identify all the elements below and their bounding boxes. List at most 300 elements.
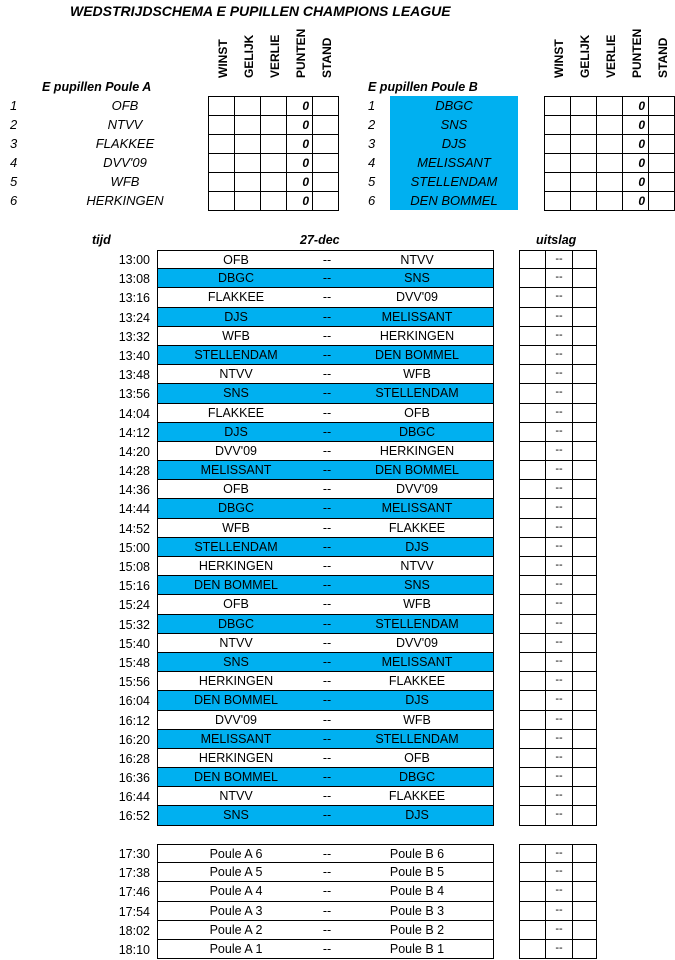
result-divider (572, 653, 573, 671)
standings-cell (545, 116, 571, 135)
team-number: 3 (10, 136, 18, 151)
column-header (546, 40, 572, 92)
home-team: MELISSANT (200, 463, 272, 478)
team-number: 5 (10, 174, 18, 189)
team-row (10, 115, 205, 134)
result-separator: -- (555, 309, 563, 322)
match-row (157, 749, 494, 768)
match-time: 15:40 (118, 636, 150, 651)
result-separator: -- (555, 808, 563, 821)
standings-cell (649, 135, 675, 154)
result-row (519, 557, 597, 576)
points-cell: 0 (287, 192, 313, 211)
match-time: 14:04 (118, 406, 150, 421)
result-divider (572, 288, 573, 306)
points-cell: 0 (287, 173, 313, 192)
standings-row (545, 135, 675, 154)
versus-separator: -- (322, 559, 332, 573)
away-team: Poule B 5 (389, 865, 445, 880)
column-header (598, 34, 624, 92)
result-separator: -- (555, 347, 563, 360)
standings-cell (209, 173, 235, 192)
match-row (157, 921, 494, 940)
page-title: WEDSTRIJDSCHEMA E PUPILLEN CHAMPIONS LEAGUE (70, 3, 451, 19)
standings-row (545, 192, 675, 211)
standings-row (209, 135, 339, 154)
match-time: 13:32 (118, 329, 150, 344)
standings-cell (571, 154, 597, 173)
home-team: OFB (223, 482, 249, 497)
versus-separator: -- (322, 597, 332, 612)
standings-row (545, 116, 675, 135)
home-team: HERKINGEN (198, 750, 274, 765)
match-row (157, 480, 494, 499)
result-separator: -- (555, 903, 563, 916)
home-team: FLAKKEE (207, 290, 265, 305)
poule-b-title: E pupillen Poule B (368, 80, 478, 94)
versus-separator: -- (322, 482, 332, 497)
result-row (519, 576, 597, 595)
team-name: DJS (390, 134, 518, 153)
result-row (519, 882, 597, 901)
points-cell: 0 (287, 97, 313, 116)
match-time: 14:12 (118, 425, 150, 440)
match-row (157, 844, 494, 863)
match-row (157, 308, 494, 327)
away-team: MELISSANT (381, 501, 453, 516)
result-row (519, 615, 597, 634)
result-divider (572, 672, 573, 690)
versus-separator: -- (322, 328, 332, 343)
team-name: NTVV (107, 117, 143, 132)
result-divider (572, 499, 573, 517)
versus-separator: -- (322, 922, 332, 937)
match-row (157, 423, 494, 442)
match-time: 17:54 (118, 904, 150, 919)
result-divider (572, 327, 573, 345)
result-divider (572, 940, 573, 958)
result-separator: -- (555, 520, 563, 533)
result-divider (572, 519, 573, 537)
away-team: DVV'09 (396, 290, 438, 305)
standings-cell (545, 135, 571, 154)
match-time: 14:36 (118, 483, 150, 498)
team-number: 1 (368, 98, 376, 113)
match-time: 15:32 (118, 617, 150, 632)
versus-separator: -- (322, 616, 332, 631)
match-time: 14:44 (118, 502, 150, 517)
column-header (236, 34, 262, 92)
away-team: DVV'09 (396, 482, 438, 497)
result-row (519, 844, 597, 863)
away-team: DJS (405, 693, 429, 708)
versus-separator: -- (322, 789, 332, 804)
result-separator: -- (555, 559, 563, 571)
result-separator: -- (555, 847, 563, 859)
away-team: WFB (403, 597, 431, 612)
match-time: 13:00 (118, 253, 150, 267)
result-row (519, 595, 597, 614)
result-row (519, 499, 597, 518)
match-row (157, 863, 494, 882)
away-team: DJS (405, 539, 429, 554)
column-header-label: WINST (552, 39, 566, 78)
away-team: Poule B 4 (389, 884, 445, 899)
match-row (157, 595, 494, 614)
team-number: 3 (368, 136, 376, 151)
points-cell: 0 (623, 97, 649, 116)
home-team: SNS (223, 808, 249, 823)
result-row (519, 672, 597, 691)
time-header: tijd (92, 233, 111, 247)
result-separator: -- (555, 328, 563, 341)
result-divider (572, 882, 573, 900)
date-header: 27-dec (300, 233, 340, 247)
result-separator: -- (555, 271, 563, 284)
match-row (157, 442, 494, 461)
standings-cell (571, 116, 597, 135)
match-time: 14:20 (118, 444, 150, 459)
result-separator: -- (555, 635, 563, 648)
match-time: 15:48 (118, 655, 150, 670)
result-separator: -- (555, 770, 563, 783)
result-divider (572, 404, 573, 422)
standings-cell (261, 192, 287, 211)
away-team: SNS (404, 271, 430, 286)
home-team: DEN BOMMEL (193, 693, 279, 708)
team-row (368, 134, 518, 153)
column-header-label: STAND (656, 37, 670, 78)
match-row (157, 672, 494, 691)
home-team: Poule A 6 (209, 847, 263, 861)
result-separator: -- (555, 789, 563, 802)
result-row (519, 269, 597, 288)
away-team: Poule B 1 (389, 941, 445, 956)
team-row (368, 172, 518, 191)
match-time: 16:04 (118, 694, 150, 709)
poule-a-title: E pupillen Poule A (42, 80, 152, 94)
final-times (70, 845, 150, 960)
away-team: Poule B 6 (389, 847, 445, 861)
result-separator: -- (555, 616, 563, 629)
away-team: STELLENDAM (375, 386, 459, 401)
result-divider (572, 346, 573, 364)
result-divider (572, 384, 573, 402)
match-time: 15:56 (118, 675, 150, 690)
column-header-label: VERLIE (604, 34, 618, 78)
away-team: DEN BOMMEL (374, 463, 460, 478)
standings-cell (597, 97, 623, 116)
versus-separator: -- (322, 750, 332, 765)
match-row (157, 768, 494, 787)
standings-cell (313, 173, 339, 192)
team-row (10, 172, 205, 191)
standings-cell (261, 173, 287, 192)
versus-separator: -- (322, 712, 332, 727)
match-row (157, 576, 494, 595)
versus-separator: -- (322, 635, 332, 650)
standings-cell (597, 135, 623, 154)
home-team: WFB (222, 328, 250, 343)
team-row (368, 96, 518, 115)
home-team: NTVV (219, 635, 253, 650)
standings-row (545, 173, 675, 192)
match-time: 16:12 (118, 713, 150, 728)
match-results (519, 250, 597, 826)
match-row (157, 730, 494, 749)
match-time: 15:24 (118, 598, 150, 613)
versus-separator: -- (322, 654, 332, 669)
match-time: 16:20 (118, 732, 150, 747)
result-separator: -- (555, 674, 563, 687)
standings-cell (597, 173, 623, 192)
result-separator: -- (555, 654, 563, 667)
match-row (157, 711, 494, 730)
result-row (519, 480, 597, 499)
match-time: 17:46 (118, 885, 150, 900)
standings-row (545, 97, 675, 116)
versus-separator: -- (322, 539, 332, 554)
result-row (519, 461, 597, 480)
team-name: FLAKKEE (95, 136, 155, 151)
column-header (572, 34, 598, 92)
away-team: DVV'09 (396, 635, 438, 650)
team-row (10, 191, 205, 210)
team-name: HERKINGEN (86, 193, 164, 208)
home-team: WFB (222, 520, 250, 535)
standings-row (209, 116, 339, 135)
result-row (519, 634, 597, 653)
column-header (624, 28, 650, 92)
standings-cell (209, 192, 235, 211)
standings-cell (209, 135, 235, 154)
versus-separator: -- (322, 367, 332, 382)
standings-row (545, 154, 675, 173)
versus-separator: -- (322, 674, 332, 689)
column-header-label: WINST (216, 39, 230, 78)
result-separator: -- (555, 424, 563, 437)
match-time: 18:02 (118, 923, 150, 938)
standings-cell (261, 97, 287, 116)
standings-cell (571, 192, 597, 211)
standings-cell (545, 173, 571, 192)
result-separator: -- (555, 482, 563, 495)
standings-cell (649, 116, 675, 135)
match-row (157, 615, 494, 634)
away-team: FLAKKEE (388, 520, 446, 535)
result-divider (572, 711, 573, 729)
result-row (519, 749, 597, 768)
team-row (10, 96, 205, 115)
standings-cell (597, 154, 623, 173)
match-row (157, 882, 494, 901)
standings-cell (313, 192, 339, 211)
away-team: NTVV (400, 559, 434, 573)
versus-separator: -- (322, 463, 332, 478)
match-time: 18:10 (118, 942, 150, 957)
match-time: 15:00 (118, 540, 150, 555)
away-team: SNS (404, 578, 430, 593)
match-row (157, 940, 494, 959)
result-row (519, 940, 597, 959)
home-team: OFB (223, 253, 249, 267)
match-schedule (157, 250, 494, 826)
standings-cell (649, 192, 675, 211)
standings-cell (313, 116, 339, 135)
column-header (288, 28, 314, 92)
team-number: 5 (368, 174, 376, 189)
match-row (157, 499, 494, 518)
points-cell: 0 (623, 116, 649, 135)
match-row (157, 557, 494, 576)
home-team: DJS (224, 309, 248, 324)
versus-separator: -- (322, 903, 332, 918)
result-row (519, 384, 597, 403)
match-time: 16:36 (118, 771, 150, 786)
result-row (519, 423, 597, 442)
team-name: DBGC (390, 96, 518, 115)
result-divider (572, 768, 573, 786)
team-number: 4 (10, 155, 18, 170)
team-number: 2 (368, 117, 376, 132)
result-row (519, 327, 597, 346)
standings-cell (649, 97, 675, 116)
standings-cell (571, 97, 597, 116)
result-divider (572, 634, 573, 652)
standings-row (209, 173, 339, 192)
poule-b-team-list (368, 96, 518, 210)
final-results (519, 844, 597, 959)
result-separator: -- (555, 922, 563, 935)
standings-cell (571, 135, 597, 154)
result-row (519, 863, 597, 882)
home-team: DBGC (217, 271, 255, 286)
result-row (519, 442, 597, 461)
result-row (519, 288, 597, 307)
team-row (368, 153, 518, 172)
match-time: 13:16 (118, 291, 150, 306)
home-team: OFB (223, 597, 249, 612)
match-row (157, 538, 494, 557)
result-separator: -- (555, 750, 563, 763)
home-team: HERKINGEN (198, 674, 274, 689)
result-divider (572, 365, 573, 383)
column-header-label: STAND (320, 37, 334, 78)
points-cell: 0 (623, 192, 649, 211)
away-team: DBGC (398, 770, 436, 785)
standings-cell (649, 154, 675, 173)
home-team: Poule A 2 (209, 922, 263, 937)
versus-separator: -- (322, 770, 332, 785)
result-separator: -- (555, 253, 563, 265)
home-team: FLAKKEE (207, 405, 265, 420)
away-team: FLAKKEE (388, 789, 446, 804)
match-row (157, 250, 494, 269)
result-divider (572, 863, 573, 881)
team-name: WFB (110, 174, 140, 189)
team-name: STELLENDAM (390, 172, 518, 191)
result-row (519, 346, 597, 365)
standings-cell (597, 116, 623, 135)
points-cell: 0 (623, 173, 649, 192)
versus-separator: -- (322, 520, 332, 535)
result-divider (572, 921, 573, 939)
standings-cell (235, 154, 261, 173)
column-header (210, 40, 236, 92)
column-header (314, 37, 340, 92)
standings-cell (261, 135, 287, 154)
versus-separator: -- (322, 290, 332, 305)
result-separator: -- (555, 712, 563, 725)
away-team: WFB (403, 712, 431, 727)
match-row (157, 365, 494, 384)
result-row (519, 768, 597, 787)
away-team: DBGC (398, 424, 436, 439)
versus-separator: -- (322, 941, 332, 956)
result-divider (572, 480, 573, 498)
home-team: DVV'09 (215, 443, 257, 458)
result-row (519, 691, 597, 710)
result-divider (572, 787, 573, 805)
home-team: Poule A 5 (209, 865, 263, 880)
column-header-label: PUNTEN (294, 28, 308, 78)
result-divider (572, 442, 573, 460)
result-separator: -- (555, 865, 563, 878)
match-times (70, 251, 150, 827)
versus-separator: -- (322, 501, 332, 516)
standings-cell (235, 173, 261, 192)
result-row (519, 308, 597, 327)
standings-cell (261, 116, 287, 135)
match-time: 13:08 (118, 272, 150, 287)
match-time: 16:52 (118, 809, 150, 824)
away-team: STELLENDAM (375, 731, 459, 746)
versus-separator: -- (322, 578, 332, 593)
versus-separator: -- (322, 347, 332, 362)
match-time: 13:40 (118, 348, 150, 363)
standings-cell (209, 154, 235, 173)
result-separator: -- (555, 539, 563, 552)
poule-a-standings-grid (208, 96, 339, 211)
result-divider (572, 557, 573, 575)
away-team: MELISSANT (381, 654, 453, 669)
standings-cell (235, 116, 261, 135)
result-divider (572, 423, 573, 441)
result-divider (572, 806, 573, 824)
standings-cell (235, 135, 261, 154)
match-row (157, 634, 494, 653)
versus-separator: -- (322, 443, 332, 458)
result-row (519, 538, 597, 557)
result-divider (572, 595, 573, 613)
away-team: Poule B 2 (389, 922, 445, 937)
versus-separator: -- (322, 693, 332, 708)
team-number: 4 (368, 155, 376, 170)
standings-cell (545, 97, 571, 116)
final-schedule (157, 844, 494, 959)
standings-row (209, 97, 339, 116)
result-divider (572, 615, 573, 633)
poule-a-team-list (10, 96, 205, 210)
home-team: SNS (223, 654, 249, 669)
away-team: DJS (405, 808, 429, 823)
standings-cell (597, 192, 623, 211)
versus-separator: -- (322, 405, 332, 420)
result-divider (572, 845, 573, 862)
standings-cell (571, 173, 597, 192)
result-separator: -- (555, 597, 563, 610)
versus-separator: -- (322, 884, 332, 899)
